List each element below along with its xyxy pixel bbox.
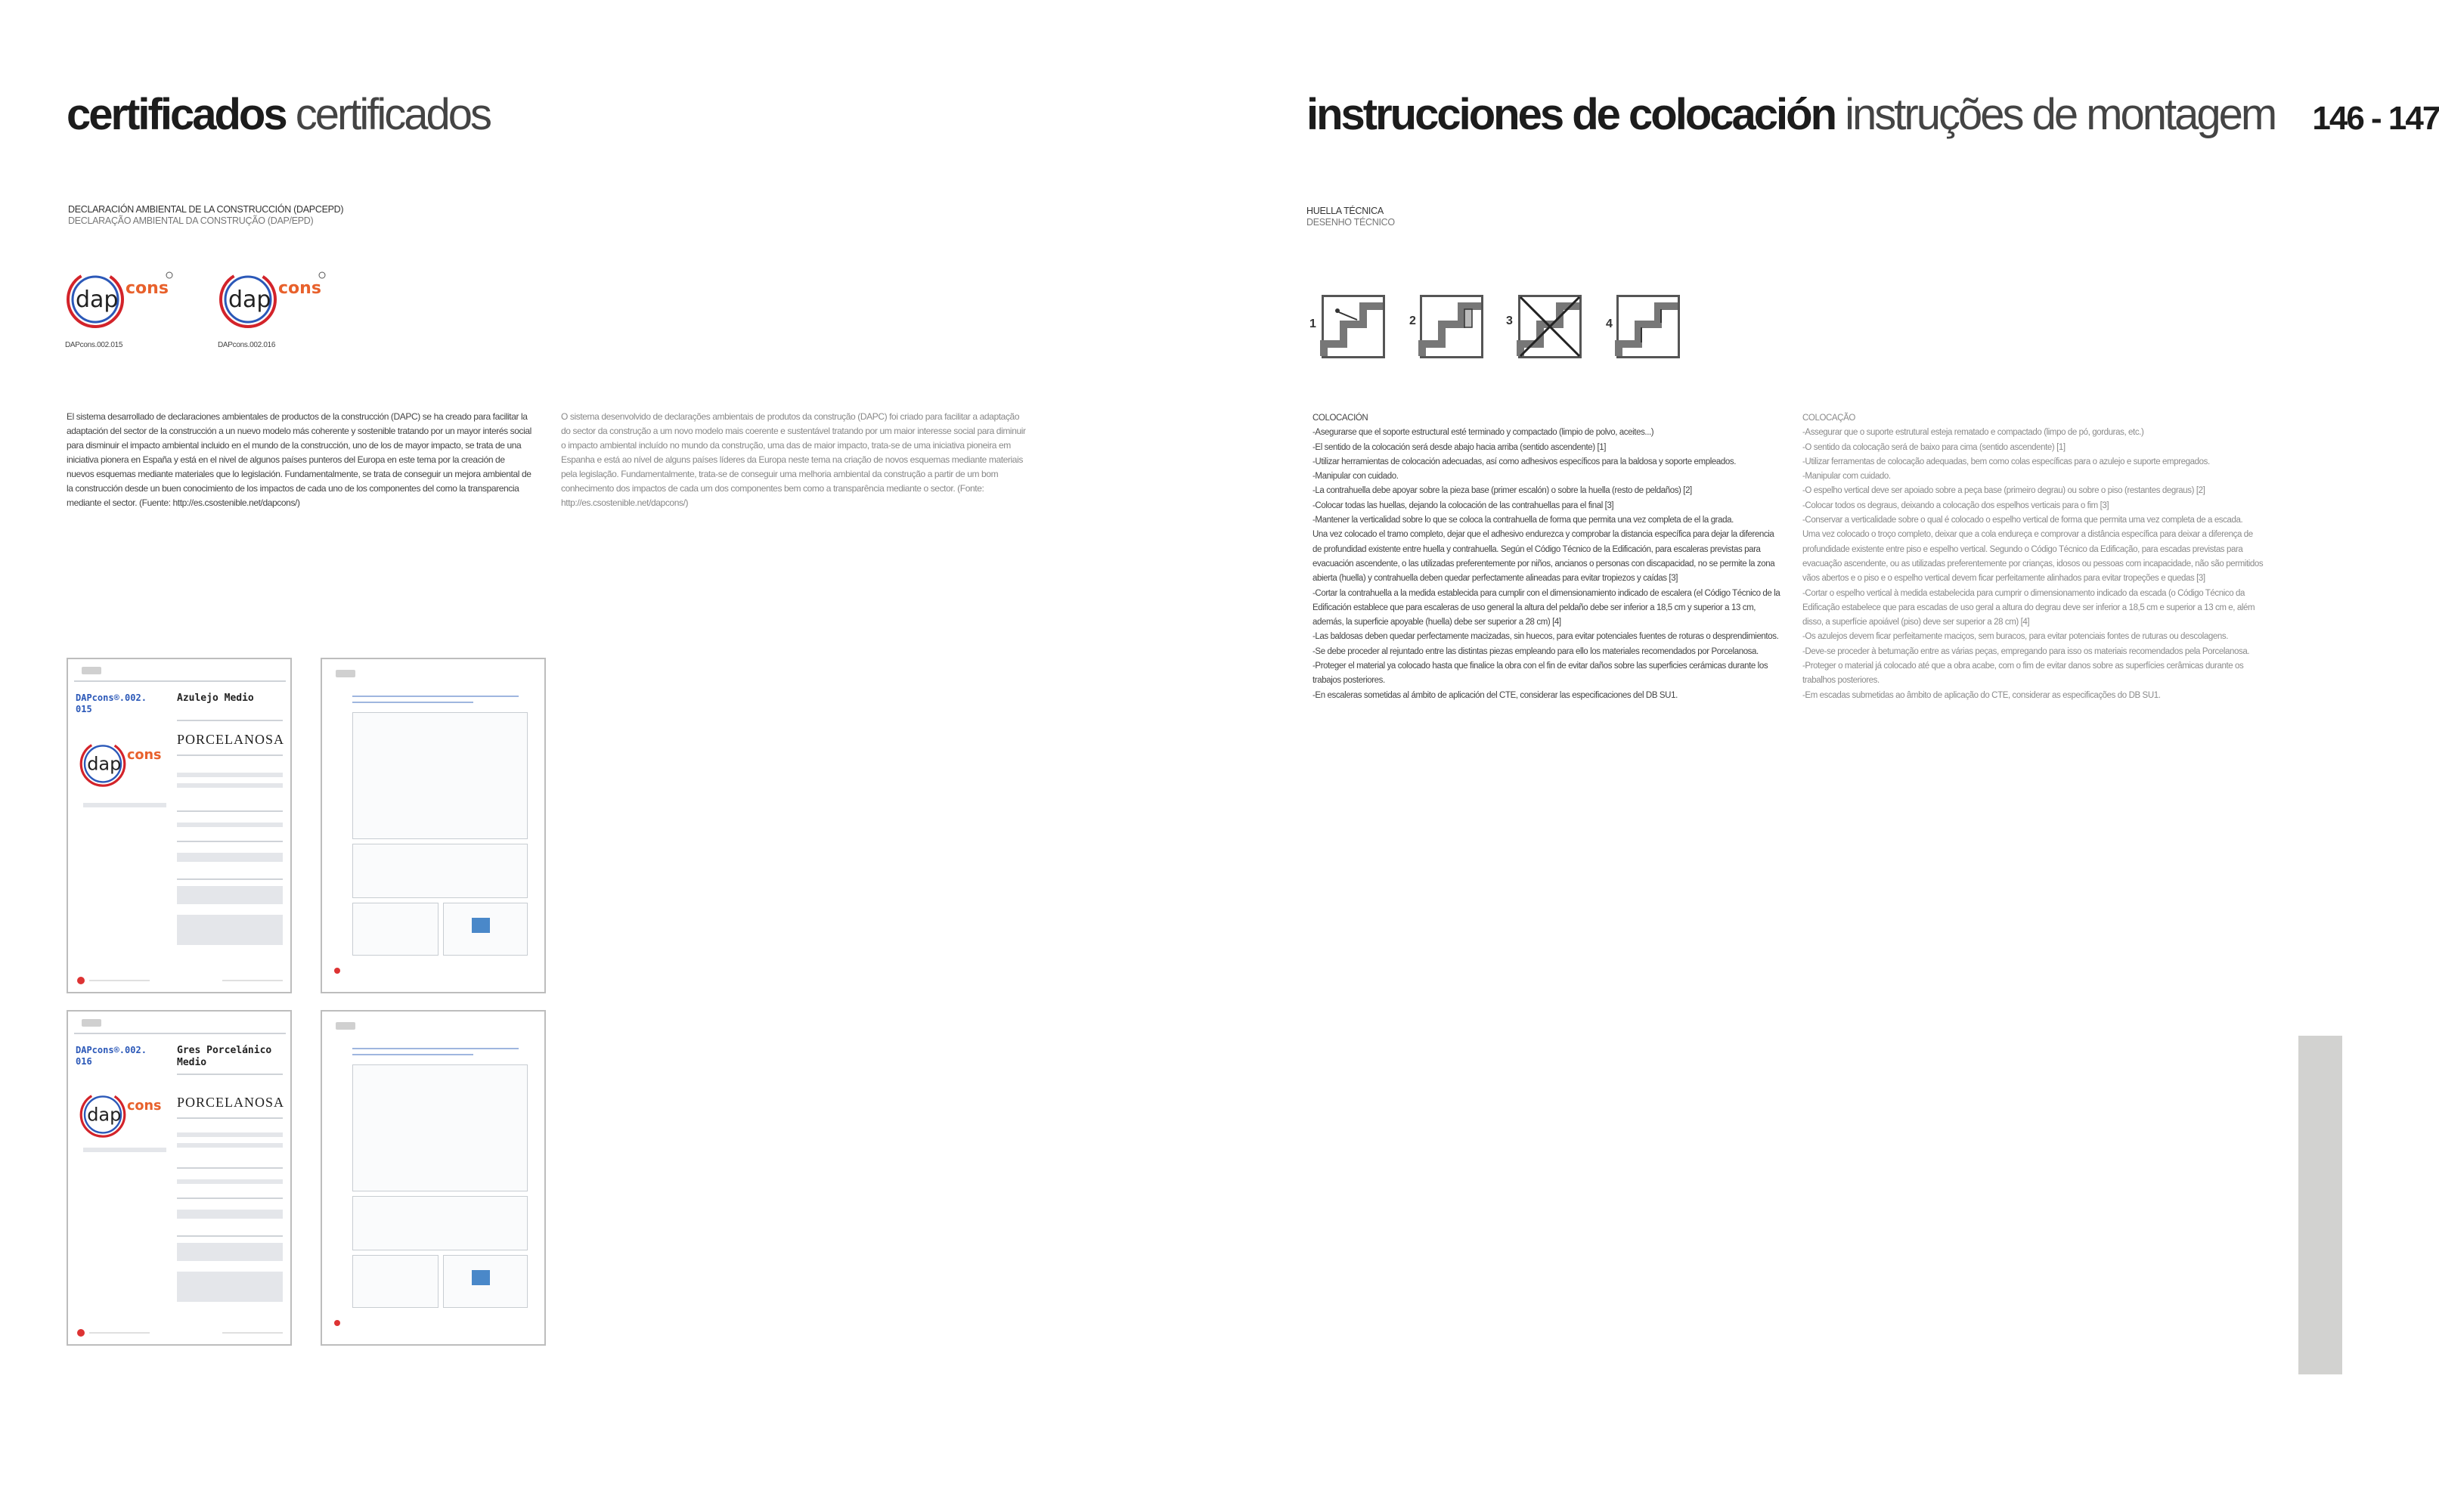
certificate-015-page — [321, 658, 546, 993]
instruction-line: Uma vez colocado o troço completo, deixar que a cola endureça e comprovar a distância específica para deixar a diferença de profundidade existente entre piso e espelho vertical. Segundo o Código Técnico da Edificação, para escadas previstas para evacuação ascendente, ou as utilizadas preferentemente por crianças, idosos ou pessoas com incapacidade, não são permitidos vãos abertos e o piso e o espelho vertical devem ficar perfeitamente alinhados para evitar tropeções e quedas [3] — [1802, 530, 2264, 584]
instruction-line: -Manipular com cuidado. — [1802, 472, 1891, 482]
instruction-line: -En escaleras sometidas al ámbito de aplicación del CTE, considerar las especificaciones del DB SU1. — [1312, 690, 1678, 700]
instruction-line: -Utilizar herramientas de colocación adecuadas, así como adhesivos específicos para la baldosa y soporte empleados. — [1312, 457, 1736, 466]
instruction-line: -Se debe proceder al rejuntado entre las distintas piezas empleando para ello los materiales recomendados por Porcelanosa. — [1312, 646, 1759, 656]
left-page-title — [67, 89, 490, 140]
stair-step-crossed-icon — [1520, 297, 1579, 356]
title-es: certificados — [67, 90, 286, 139]
instruction-line: -Asegurarse que el soporte estructural esté terminado y compactado (limpio de polvo, aceites...) — [1312, 428, 1654, 438]
epd-paragraph-pt: O sistema desenvolvido de declarações ambientais de produtos da construção (DAPC) foi criado para facilitar a adaptação do sector da construção a um novo modelo mais coerente e sustentável tratando por um maior interesse social para diminuir o impacto ambiental incluído no mundo da construção, uma das de maior impacto, trata-se de uma iniciativa pioneira em Espanha e está ao nível de alguns países líderes da Europa neste tema na criação de novos esquemas mediante materiais pela legislação. Fundamentalmente, trata-se de conseguir uma melhoria ambiental da construção a partir de um bom conhecimento dos impactos de cada um dos componentes bem como a transparência mediante o sector. (Fonte: http://es.csostenible.net/dapcons/) — [561, 411, 1026, 508]
dapcons-logo-icon — [65, 265, 178, 337]
logo-caption-2: DAPcons.002.016 — [218, 341, 276, 349]
epd-section-label — [68, 204, 343, 227]
logo-caption-1: DAPcons.002.015 — [65, 341, 123, 349]
instruction-line: -Manipular con cuidado. — [1312, 472, 1399, 482]
certificate-016-cover — [67, 1010, 292, 1346]
instruction-line: -Os azulejos devem ficar perfeitamente maciços, sem buracos, para evitar potenciais fontes de ruturas ou descolagens. — [1802, 632, 2229, 642]
certificate-015-cover — [67, 658, 292, 993]
dapcons-logo-icon — [79, 1086, 169, 1146]
dapcons-logo-2 — [218, 265, 331, 349]
step-3-diagram — [1518, 295, 1582, 358]
step-number: 4 — [1606, 318, 1613, 330]
instruction-line: -La contrahuella debe apoyar sobre la pieza base (primer escalón) o sobre la huella (resto de peldaños) [2] — [1312, 486, 1692, 496]
instruction-line: -El sentido de la colocación será desde abajo hacia arriba (sentido ascendente) [1] — [1312, 442, 1607, 452]
svg-text:dap: dap — [228, 287, 271, 313]
instruction-line: -Assegurar que o suporte estrutural esteja rematado e compactado (limpo de pó, gorduras, etc.) — [1802, 428, 2144, 438]
instructions-pt — [1802, 411, 2271, 703]
instruction-line: -Las baldosas deben quedar perfectamente macizadas, sin huecos, para evitar potenciales fuentes de roturas o desprendimientos. — [1312, 632, 1779, 642]
instruction-line: -Colocar todas las huellas, dejando la colocación de las contrahuellas para el final [3] — [1312, 500, 1614, 510]
instruction-line: -Conservar a verticalidade sobre o qual é colocado o espelho vertical de forma que permita uma vez completa de a escada. — [1802, 516, 2243, 525]
cert-brand: PORCELANOSA — [177, 1095, 285, 1110]
svg-text:cons: cons — [126, 279, 169, 298]
instruction-line: -Proteger el material ya colocado hasta que finalice la obra con el fin de evitar daños sobre las superficies cerámicas durante los trabajos posteriores. — [1312, 662, 1768, 686]
instruction-line: -Proteger o material já colocado até que a obra acabe, com o fim de evitar danos sobre as superfícies cerâmicas durante os trabalhos posteriores. — [1802, 662, 2244, 686]
instruction-line: -Mantener la verticalidad sobre lo que se coloca la contrahuella de forma que permita una vez completa de el la grada. — [1312, 516, 1734, 525]
svg-text:cons: cons — [278, 279, 321, 298]
section-label-pt: DECLARAÇÃO AMBIENTAL DA CONSTRUÇÃO (DAP/EPD) — [68, 215, 314, 226]
stair-step-icon — [1422, 297, 1481, 356]
section-label-pt: DESENHO TÉCNICO — [1306, 217, 1395, 228]
technical-section-label — [1306, 206, 1395, 228]
page-numbers: 146 - 147 — [2312, 100, 2439, 137]
instruction-line: -O sentido da colocação será de baixo para cima (sentido ascendente) [1] — [1802, 442, 2066, 452]
stair-step-icon — [1324, 297, 1383, 356]
cert-product: Azulejo Medio — [177, 692, 254, 704]
title-es: instrucciones de colocación — [1306, 90, 1835, 139]
svg-text:cons: cons — [127, 1098, 162, 1114]
instruction-line: -Colocar todos os degraus, deixando a colocação dos espelhos verticais para o fim [3] — [1802, 500, 2109, 510]
footer-mark — [77, 977, 85, 984]
svg-text:cons: cons — [127, 748, 162, 763]
instruction-line: -Utilizar ferramentas de colocação adequadas, bem como colas específicas para o azulejo e suporte empregados. — [1802, 457, 2210, 466]
svg-text:dap: dap — [87, 1104, 122, 1126]
epd-paragraph-es: El sistema desarrollado de declaraciones ambientales de productos de la construcción (DAPC) se ha creado para facilitar la adaptación del sector de la construcción a un nuevo modelo más coherente y sostenible tratando por un mayor interés social para disminuir el impacto ambiental incluido en el mundo de la construcción, uno de los de mayor impacto, se trata de una iniciativa pionera en España y está en el nivel de algunos países punteros del Europa en este tema por la creación de nuevos esquemas mediante materiales que lo legislación. Fundamentalmente, se trata de conseguir un mejora ambiental de la construcción desde un buen conocimiento de los impactos de cada uno de los componentes del como la transparencia mediante el sector. (Fuente: http://es.csostenible.net/dapcons/) — [67, 411, 531, 508]
dapcons-logo-icon — [79, 735, 169, 795]
step-number: 3 — [1506, 314, 1513, 327]
cert-product: Gres Porcelánico Medio — [177, 1045, 272, 1068]
instruction-line: -Em escadas submetidas ao âmbito de aplicação do CTE, considerar as especificações do DB SU1. — [1802, 690, 2161, 700]
instruction-line: -Cortar o espelho vertical à medida estabelecida para cumprir o dimensionamento indicado da escada (o Código Técnico da Edificação estabelece que para escadas de uso geral a altura do degrau deve ser inferior a 18,5 cm e superior a 13 cm e, além disso, a superfície apoiável (piso) deve ser superior a 28 cm) [4] — [1802, 588, 2255, 627]
cert-code: DAPcons®.002. 015 — [76, 692, 147, 714]
instructions-heading-es: COLOCACIÓN — [1312, 414, 1368, 423]
step-number: 1 — [1309, 318, 1316, 330]
stair-step-icon — [1619, 297, 1678, 356]
step-2-diagram — [1420, 295, 1483, 358]
certificate-016-page — [321, 1010, 546, 1346]
dapcons-logo-icon — [218, 265, 331, 337]
section-label-es: DECLARACIÓN AMBIENTAL DE LA CONSTRUCCIÓN (DAPCEPD) — [68, 204, 344, 215]
title-pt: instruções de montagem — [1845, 90, 2276, 139]
instruction-line: -Deve-se proceder à betumação entre as várias peças, empregando para isso os materiais recomendados pela Porcelanosa. — [1802, 646, 2250, 656]
step-number: 2 — [1409, 314, 1416, 327]
header-mark — [82, 667, 101, 674]
section-label-es: HUELLA TÉCNICA — [1306, 206, 1384, 216]
instruction-line: Una vez colocado el tramo completo, dejar que el adhesivo endurezca y comprobar la distancia específica para dejar la diferencia de profundidad existente entre huella y contrahuella. Según el Código Técnico de la Edificación, para escaleras previstas para evacuación ascendente, o las utilizadas preferentemente por niños, ancianos o personas con discapacidad, no se permite la zona abierta (huella) y contrahuella deben quedar perfectamente alineadas para evitar tropiezos y caídas [3] — [1312, 530, 1775, 584]
instruction-line: -O espelho vertical deve ser apoiado sobre a peça base (primeiro degrau) ou sobre o piso (restantes degraus) [2] — [1802, 486, 2205, 496]
step-1-diagram — [1322, 295, 1385, 358]
step-4-diagram — [1616, 295, 1680, 358]
cert-code: DAPcons®.002. 016 — [76, 1045, 147, 1067]
cert-brand: PORCELANOSA — [177, 732, 285, 747]
instructions-heading-pt: COLOCAÇÃO — [1802, 414, 1855, 423]
svg-text:dap: dap — [87, 753, 122, 775]
dapcons-logo-1 — [65, 265, 178, 349]
side-section-tab — [2298, 1036, 2342, 1374]
right-page-title — [1306, 89, 2439, 140]
instructions-es — [1312, 411, 1781, 703]
title-pt: certificados — [295, 90, 491, 139]
svg-text:dap: dap — [76, 287, 119, 313]
instruction-line: -Cortar la contrahuella a la medida establecida para cumplir con el dimensionamiento indicado de escalera (el Código Técnico de la Edificación establece que para escaleras de uso general la altura del peldaño debe ser inferior a 18,5 cm y superior a 13 cm, además, la superficie apoyable (huella) debe ser superior a 28 cm) [4] — [1312, 588, 1780, 627]
